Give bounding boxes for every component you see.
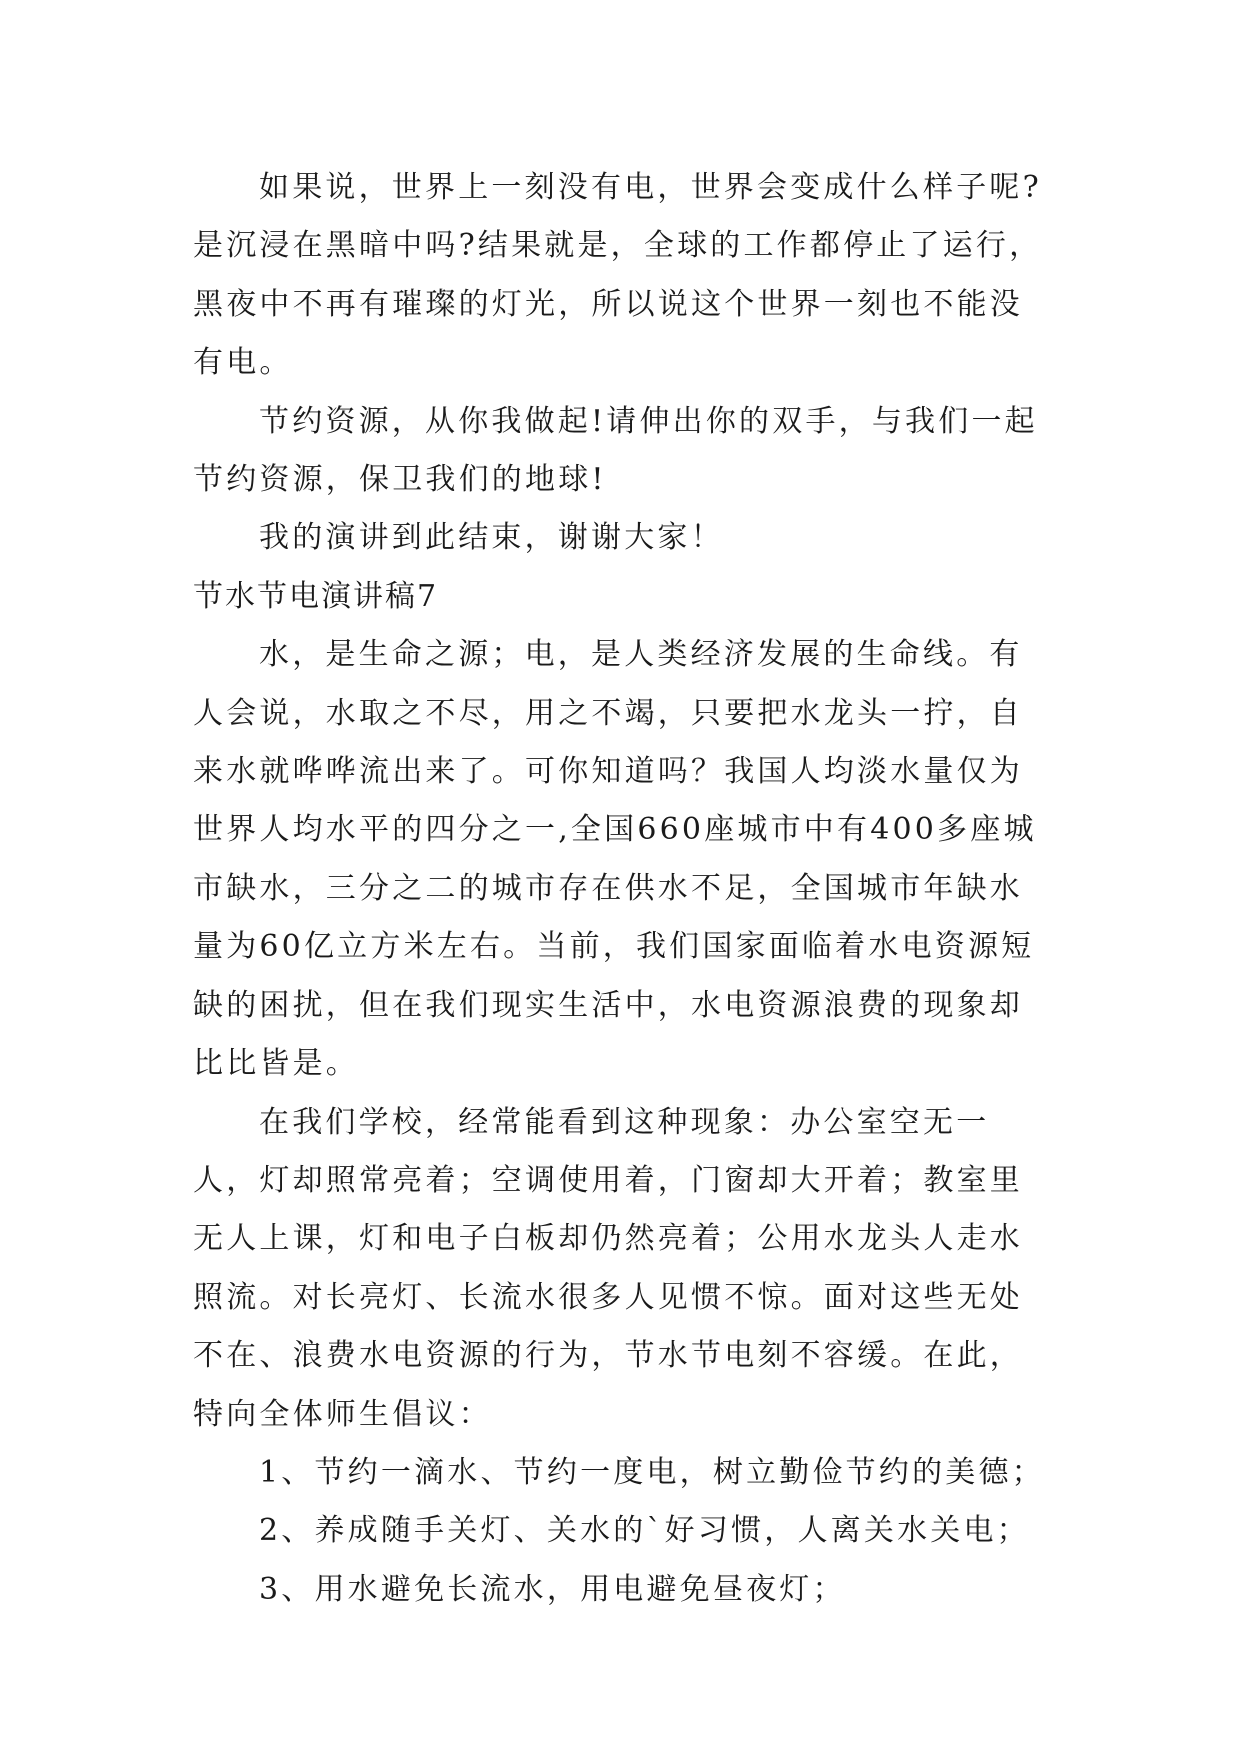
document-body	[193, 159, 1053, 1619]
paragraph-school-waste: 在我们学校，经常能看到这种现象：办公室空无一人，灯却照常亮着；空调使用着，门窗却大开着；教室里无人上课，灯和电子白板却仍然亮着；公用水龙头人走水照流。对长亮灯、长流水很多人见惯不惊。面对这些无处不在、浪费水电资源的行为，节水节电刻不容缓。在此，特向全体师生倡议：	[193, 1104, 1023, 1432]
section-heading: 节水节电演讲稿7	[193, 578, 439, 614]
paragraph-closing: 我的演讲到此结束，谢谢大家！	[259, 520, 724, 556]
list-item-3: 3、用水避免长流水，用电避免昼夜灯；	[259, 1571, 846, 1607]
list-item-2: 2、养成随手关灯、关水的`好习惯，人离关水关电；	[259, 1513, 1030, 1549]
paragraph-water-source: 水，是生命之源；电，是人类经济发展的生命线。有人会说，水取之不尽，用之不竭，只要把水龙头一拧，自来水就哗哗流出来了。可你知道吗？我国人均淡水量仅为世界人均水平的四分之一,全国660座城市中有400多座城市缺水，三分之二的城市存在供水不足，全国城市年缺水量为60亿立方米左右。当前，我们国家面临着水电资源短缺的困扰，但在我们现实生活中，水电资源浪费的现象却比比皆是。	[193, 637, 1037, 1082]
paragraph-save-resources: 节约资源，从你我做起!请伸出你的双手，与我们一起节约资源，保卫我们的地球!	[193, 403, 1038, 498]
paragraph-electricity-importance: 如果说，世界上一刻没有电，世界会变成什么样子呢?是沉浸在黑暗中吗?结果就是，全球的工作都停止了运行，黑夜中不再有璀璨的灯光，所以说这个世界一刻也不能没有电。	[193, 170, 1043, 381]
list-item-1: 1、节约一滴水、节约一度电，树立勤俭节约的美德；	[259, 1454, 1045, 1490]
